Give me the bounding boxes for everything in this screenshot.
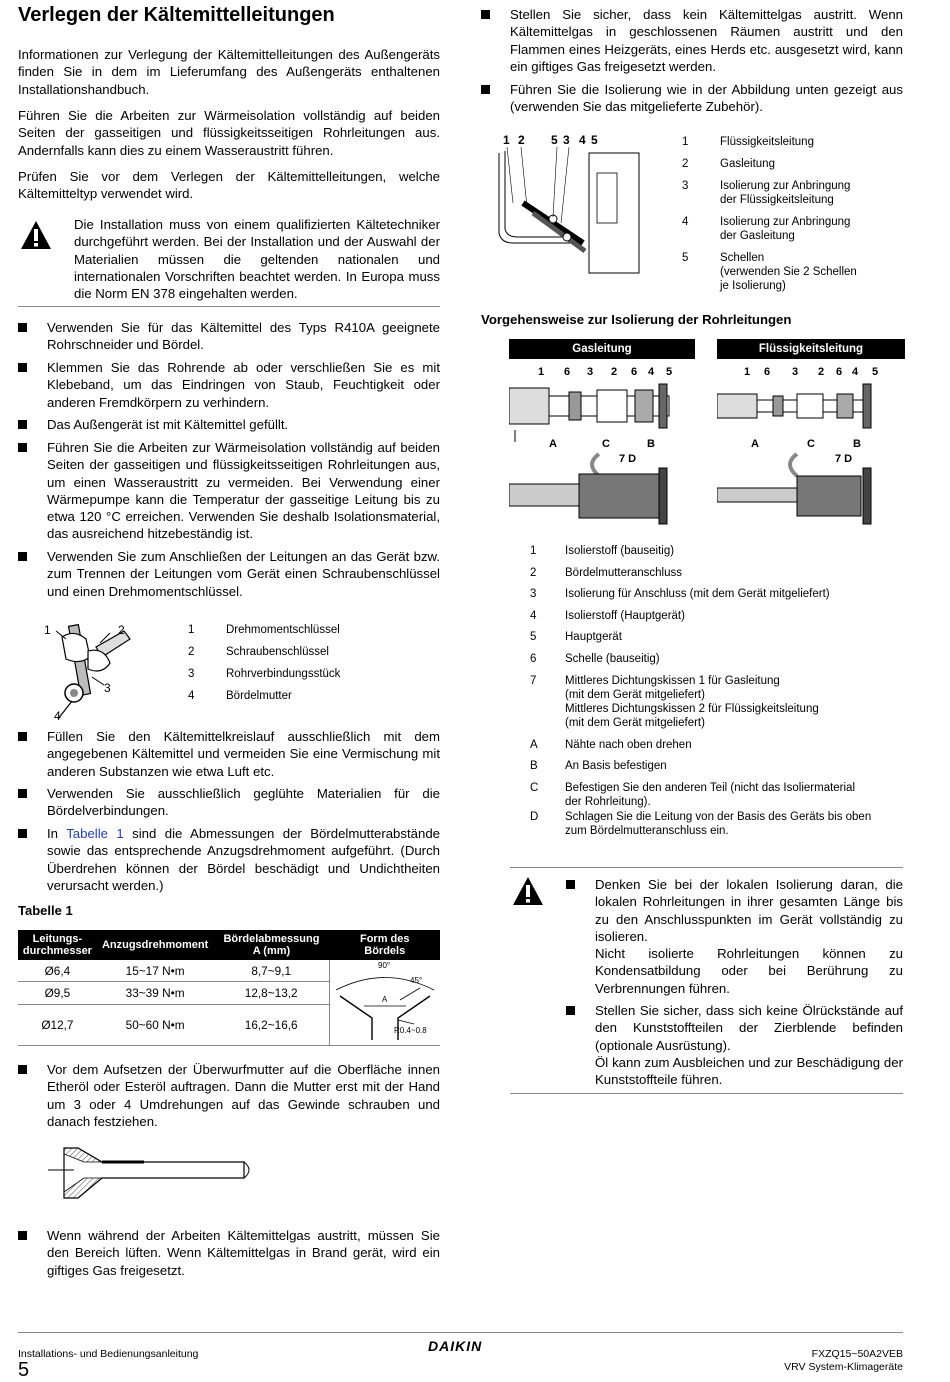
insulation-warning-box bbox=[510, 867, 903, 1094]
flare-shape-cell: 90° 45° A R0.4~0.8 bbox=[330, 960, 441, 1046]
page-title: Verlegen der Kältemittelleitungen bbox=[18, 4, 335, 26]
bullet-item: Verwenden Sie ausschließlich geglühte Materialien für die Bördelverbindungen. bbox=[18, 785, 440, 820]
intro-paragraph-1: Informationen zur Verlegung der Kältemittelleitungen des Außengeräts finden Sie in dem im Lieferumfang des Außengeräts enthaltenen Installationshandbuch. bbox=[18, 47, 440, 97]
intro-paragraph-2: Führen Sie die Arbeiten zur Wärmeisolation vollständig auf beiden Seiten der gasseitigen und flüssigkeitsseitigen Rohrleitungen aus. Andernfalls kann dies zu einem Wasseraustritt führen. bbox=[18, 108, 440, 158]
liquid-header: Flüssigkeitsleitung bbox=[717, 339, 905, 359]
bullet-item: Stellen Sie sicher, dass kein Kältemittelgas austritt. Wenn Kältemittelgas in geschlossenen Räumen austritt und den Flammen eines Heizgeräts, eines Herds etc. ausgesetzt wird, kann ein giftiges Gas freigesetzt werden. bbox=[481, 6, 903, 75]
wrench-label-4: 4 bbox=[54, 709, 61, 723]
procedure-title: Vorgehensweise zur Isolierung der Rohrleitungen bbox=[481, 312, 792, 327]
table-header: Anzugsdrehmoment bbox=[97, 930, 214, 960]
footer-manual: Installations- und Bedienungsanleitung bbox=[18, 1348, 199, 1360]
unit-pipe-figure: 1 2 5 3 4 5 bbox=[493, 133, 643, 278]
wrench-label-3: 3 bbox=[104, 681, 111, 695]
table-row: Ø12,7 50~60 N•m 16,2~16,6 bbox=[18, 1004, 440, 1046]
gas-insulation-figure: 1 6 3 2 6 4 5 A C B 7 D bbox=[509, 364, 695, 534]
bullet-item: Das Außengerät ist mit Kältemittel gefüllt. bbox=[18, 416, 440, 433]
table-1-link[interactable]: Tabelle 1 bbox=[66, 826, 124, 841]
unit-legend: 1 Flüssigkeitsleitung 2 Gasleitung 3 Isolierung zur Anbringung der Flüssigkeitsleitung 4 Isolierung zur Anbringung der Gasleitung 5 Schellen (verwenden Sie 2 Schellen je Isolierung) bbox=[682, 136, 857, 292]
footer-model: FXZQ15~50A2VEB bbox=[811, 1348, 903, 1360]
page-footer bbox=[18, 1332, 903, 1381]
table-title: Tabelle 1 bbox=[18, 903, 73, 918]
bullet-item: Wenn während der Arbeiten Kältemittelgas austritt, müssen Sie den Bereich lüften. Wenn Kältemittelgas in Brand gerät, wird ein giftiges Gas freigesetzt. bbox=[18, 1227, 440, 1279]
page-number: 5 bbox=[18, 1359, 30, 1381]
intro-paragraph-3: Prüfen Sie vor dem Verlegen der Kältemittelleitungen, welche Kältemitteltyp verwendet wird. bbox=[18, 169, 440, 202]
bullet-item: Füllen Sie den Kältemittelkreislauf ausschließlich mit dem angegebenen Kältemittel und vermeiden Sie eine Vermischung mit anderen Substanzen wie etwa Luft etc. bbox=[18, 728, 440, 780]
table-row: Ø9,5 33~39 N•m 12,8~13,2 bbox=[18, 982, 440, 1004]
table-header: Leitungs- durchmesser bbox=[18, 930, 97, 960]
bullet-item: Verwenden Sie für das Kältemittel des Typs R410A geeignete Rohrschneider und Bördel. bbox=[18, 319, 440, 354]
daikin-logo: DAIKIN bbox=[428, 1338, 483, 1354]
table-header: Bördelabmessung A (mm) bbox=[213, 930, 329, 960]
unit-pipe-illustration bbox=[493, 133, 643, 278]
warning-text: Die Installation muss von einem qualifizierten Kältetechniker durchgeführt werden. Bei der Installation und der Auswahl der Materialien müssen die geltenden nationalen und internationalen Vorschriften beachtet werden. In Europa muss die Norm EN 378 eingehalten werden. bbox=[74, 217, 440, 302]
bullet-item: Vor dem Aufsetzen der Überwurfmutter auf die Oberfläche innen Etheröl oder Esteröl auftragen. Dann die Mutter erst mit der Hand um 3 oder 4 Umdrehungen auf das Gewinde schrauben und danach festziehen. bbox=[18, 1061, 440, 1130]
wrench-label-1: 1 bbox=[44, 623, 51, 637]
flare-table bbox=[18, 930, 440, 1046]
bullet-item: Verwenden Sie zum Anschließen der Leitungen an das Gerät bzw. zum Trennen der Leitungen vom Gerät einen Schraubenschlüssel und einen Drehmomentschlüssel. bbox=[18, 548, 440, 600]
wrench-legend: 1 Drehmomentschlüssel 2 Schraubenschlüssel 3 Rohrverbindungsstück 4 Bördelmutter bbox=[188, 624, 341, 702]
bullet-item: Führen Sie die Arbeiten zur Wärmeisolation vollständig auf beiden Seiten der gasseitigen und flüssigkeitsseitigen Rohrleitungen aus, um einen Wasseraustritt zu vermeiden. Bei Verwendung einer Wärmepumpe kann die Temperatur der gasseitige Leitung bis zu etwa 120 °C erreichen. Verwenden Sie deshalb Isolationsmaterial, das ausreichend hitzebeständig ist. bbox=[18, 439, 440, 543]
bullet-item: Führen Sie die Isolierung wie in der Abbildung unten gezeigt aus (verwenden Sie das mitgelieferte Zubehör). bbox=[481, 81, 903, 116]
warning-box bbox=[18, 216, 440, 307]
wrench-figure bbox=[44, 617, 144, 725]
gas-header: Gasleitung bbox=[509, 339, 695, 359]
bullet-item: Klemmen Sie das Rohrende ab oder verschließen Sie es mit Klebeband, um das Eindringen von Staub, Feuchtigkeit oder anderen Fremdkörpern zu verhindern. bbox=[18, 359, 440, 411]
bullet-item: Stellen Sie sicher, dass sich keine Ölrückstände auf den Kunststoffteilen der Zierblende befinden (optionale Ausrüstung). Öl kann zum Ausbleichen und zur Beschädigung der Kunststoffteile führen. bbox=[566, 1002, 903, 1088]
flare-oil-illustration bbox=[44, 1142, 264, 1202]
table-header: Form des Bördels bbox=[330, 930, 441, 960]
bullet-item: In Tabelle 1 sind die Abmessungen der Bördelmutterabstände sowie das entsprechende Anzugsdrehmoment aufgeführt. (Durch Überdrehen können der Bördel beschädigt und Undichtheiten verursacht werden.) bbox=[18, 825, 440, 894]
warning-icon bbox=[512, 876, 544, 906]
wrench-label-2: 2 bbox=[118, 623, 125, 637]
footer-product: VRV System-Klimageräte bbox=[784, 1361, 903, 1373]
bullet-item: Denken Sie bei der lokalen Isolierung daran, die lokalen Rohrleitungen in ihrer gesamten Länge bis zu den Anschlusspunkten im Gerät vollständig zu isolieren. Nicht isolierte Rohrleitungen können zu Kondensatbildung oder bei Berührung zu Verbrennungen führen. bbox=[566, 876, 903, 997]
insulation-legend: 1 Isolierstoff (bauseitig) 2 Bördelmutteranschluss 3 Isolierung für Anschluss (mit dem Gerät mitgeliefert) 4 Isolierstoff (Hauptgerät) 5 Hauptgerät 6 Schelle (bauseitig) 7 Mittleres Dichtungskissen 1 für Gasleitung (mit dem Gerät mitgeliefert) Mittleres Dichtungskissen 2 für Flüssigkeitsleitung (mit dem Gerät mitgeliefert) A Nähte nach oben drehen B An Basis befestigen C Befestigen Sie den anderen Teil (nicht das Isoliermaterial der Rohrleitung). D Schlagen Sie die Leitung von der Basis des Geräts bis oben zum Bördelmutteranschluss ein. bbox=[530, 545, 872, 837]
table-row: Ø6,4 15~17 N•m 8,7~9,1 90° 45° A R0.4~0.8 bbox=[18, 960, 440, 982]
warning-icon bbox=[20, 220, 52, 250]
liquid-insulation-figure: 1 6 3 2 6 4 5 A C B 7 D bbox=[717, 364, 905, 534]
